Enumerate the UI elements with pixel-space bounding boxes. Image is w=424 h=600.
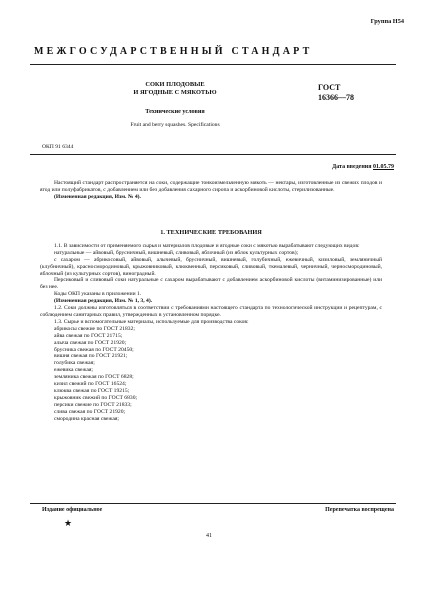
page-number: 41 bbox=[206, 533, 212, 539]
okp-rule bbox=[30, 154, 396, 155]
official-edition-label: Издание официальное bbox=[42, 507, 103, 513]
star-icon: ★ bbox=[64, 518, 73, 528]
group-code: Группа Н54 bbox=[370, 18, 404, 25]
list-item: персики свежие по ГОСТ 21833; bbox=[54, 401, 132, 408]
list-item: крыжовник свежий по ГОСТ 6830; bbox=[54, 394, 138, 401]
document-title bbox=[110, 81, 240, 97]
paragraph-peach: Персиковый и сливовый соки натуральные с сахаром вырабатывают с добавлением аскорбиновой кислоты (витаминизированные) или без нее. bbox=[40, 277, 382, 291]
list-item: кизил свежий по ГОСТ 16524; bbox=[54, 381, 127, 388]
document-subtitle: Технические условия bbox=[145, 108, 205, 115]
paragraph-1-3: 1.3. Сырье и вспомогательные материалы, используемые для производства соков: bbox=[54, 318, 249, 325]
materials-list bbox=[40, 326, 382, 423]
list-item: алыча свежая по ГОСТ 21920; bbox=[54, 339, 127, 346]
section-heading: 1. ТЕХНИЧЕСКИЕ ТРЕБОВАНИЯ bbox=[160, 229, 262, 236]
list-item: брусника свежая по ГОСТ 20450; bbox=[54, 346, 134, 353]
paragraph-sugar: с сахаром — абрикосовый, айвовый, алычевый, брусничный, вишневый, голубичный, ежевичный, кизиловый, земляничный (клубничный), красносмородиновый, крыжовниковый, клюквенный, персиковый, сливовый, ткемалевый, черничный, черносмородиновый, яблочный (из культурных сортов), виноградный. bbox=[40, 256, 382, 277]
paragraph-1-2: 1.2. Соки должны изготовляться в соответствии с требованиями настоящего стандарта по технологической инструкции и рецептурам, с соблюдением санитарных правил, утвержденных в установленном порядке. bbox=[40, 305, 382, 318]
list-item: слива свежая по ГОСТ 21920; bbox=[54, 408, 126, 415]
footer-rule bbox=[30, 503, 396, 504]
paragraph-1-1: 1.1. В зависимости от применяемого сырья и материалов плодовые и ягодные соки с мякотью вырабатывают следующих видов: bbox=[54, 242, 360, 249]
intro-edition: (Измененная редакция, Изм. № 4). bbox=[54, 193, 141, 200]
header-rule bbox=[30, 64, 396, 65]
reprint-prohibited-label: Перепечатка воспрещена bbox=[325, 507, 394, 513]
title-line-2: И ЯГОДНЫЕ С МЯКОТЬЮ bbox=[133, 89, 217, 96]
gost-label: ГОСТ bbox=[318, 83, 341, 92]
paragraph-natural: натуральные — айвовый, брусничный, вишневый, сливовый, яблочный (из яблок культурных сортов); bbox=[54, 249, 299, 256]
list-item: абрикосы свежие по ГОСТ 21832; bbox=[54, 325, 135, 332]
date-value: 01.05.79 bbox=[373, 164, 394, 170]
intro-block bbox=[40, 180, 382, 201]
gost-number: 16366—78 bbox=[318, 93, 354, 102]
list-item: смородина красная свежая; bbox=[54, 415, 119, 422]
list-item: айва свежая по ГОСТ 21715; bbox=[54, 332, 123, 339]
intro-text: Настоящий стандарт распространяется на соки, содержащие тонкоизмельченную мякоть — нектары, изготовленные из свежих плодов и ягод или полуфабрикатов, с добавлением или без добавления сахарного сиропа и аскорбиновой кислоты, стерилизованные. bbox=[40, 180, 382, 193]
list-item: клюква свежая по ГОСТ 19215; bbox=[54, 387, 130, 394]
gost-designation bbox=[318, 83, 354, 103]
standard-banner: МЕЖГОСУДАРСТВЕННЫЙ СТАНДАРТ bbox=[34, 46, 313, 57]
section-1 bbox=[40, 230, 382, 422]
list-item: земляника свежая по ГОСТ 6828; bbox=[54, 374, 134, 381]
english-title: Fruit and berry squashes. Specifications bbox=[130, 122, 220, 128]
list-item: вишня свежая по ГОСТ 21921; bbox=[54, 353, 128, 360]
list-item: голубика свежая; bbox=[54, 360, 95, 367]
paragraph-edition: (Измененная редакция, Изм. № 1, 3, 4). bbox=[54, 298, 153, 305]
list-item: ежевика свежая; bbox=[54, 367, 93, 374]
paragraph-codes: Коды ОКП указаны в приложении 1. bbox=[54, 291, 142, 298]
title-line-1: СОКИ ПЛОДОВЫЕ bbox=[145, 81, 205, 88]
effective-date bbox=[332, 164, 394, 170]
date-label: Дата введения bbox=[332, 164, 372, 170]
okp-code: ОКП 91 6344 bbox=[42, 144, 74, 150]
